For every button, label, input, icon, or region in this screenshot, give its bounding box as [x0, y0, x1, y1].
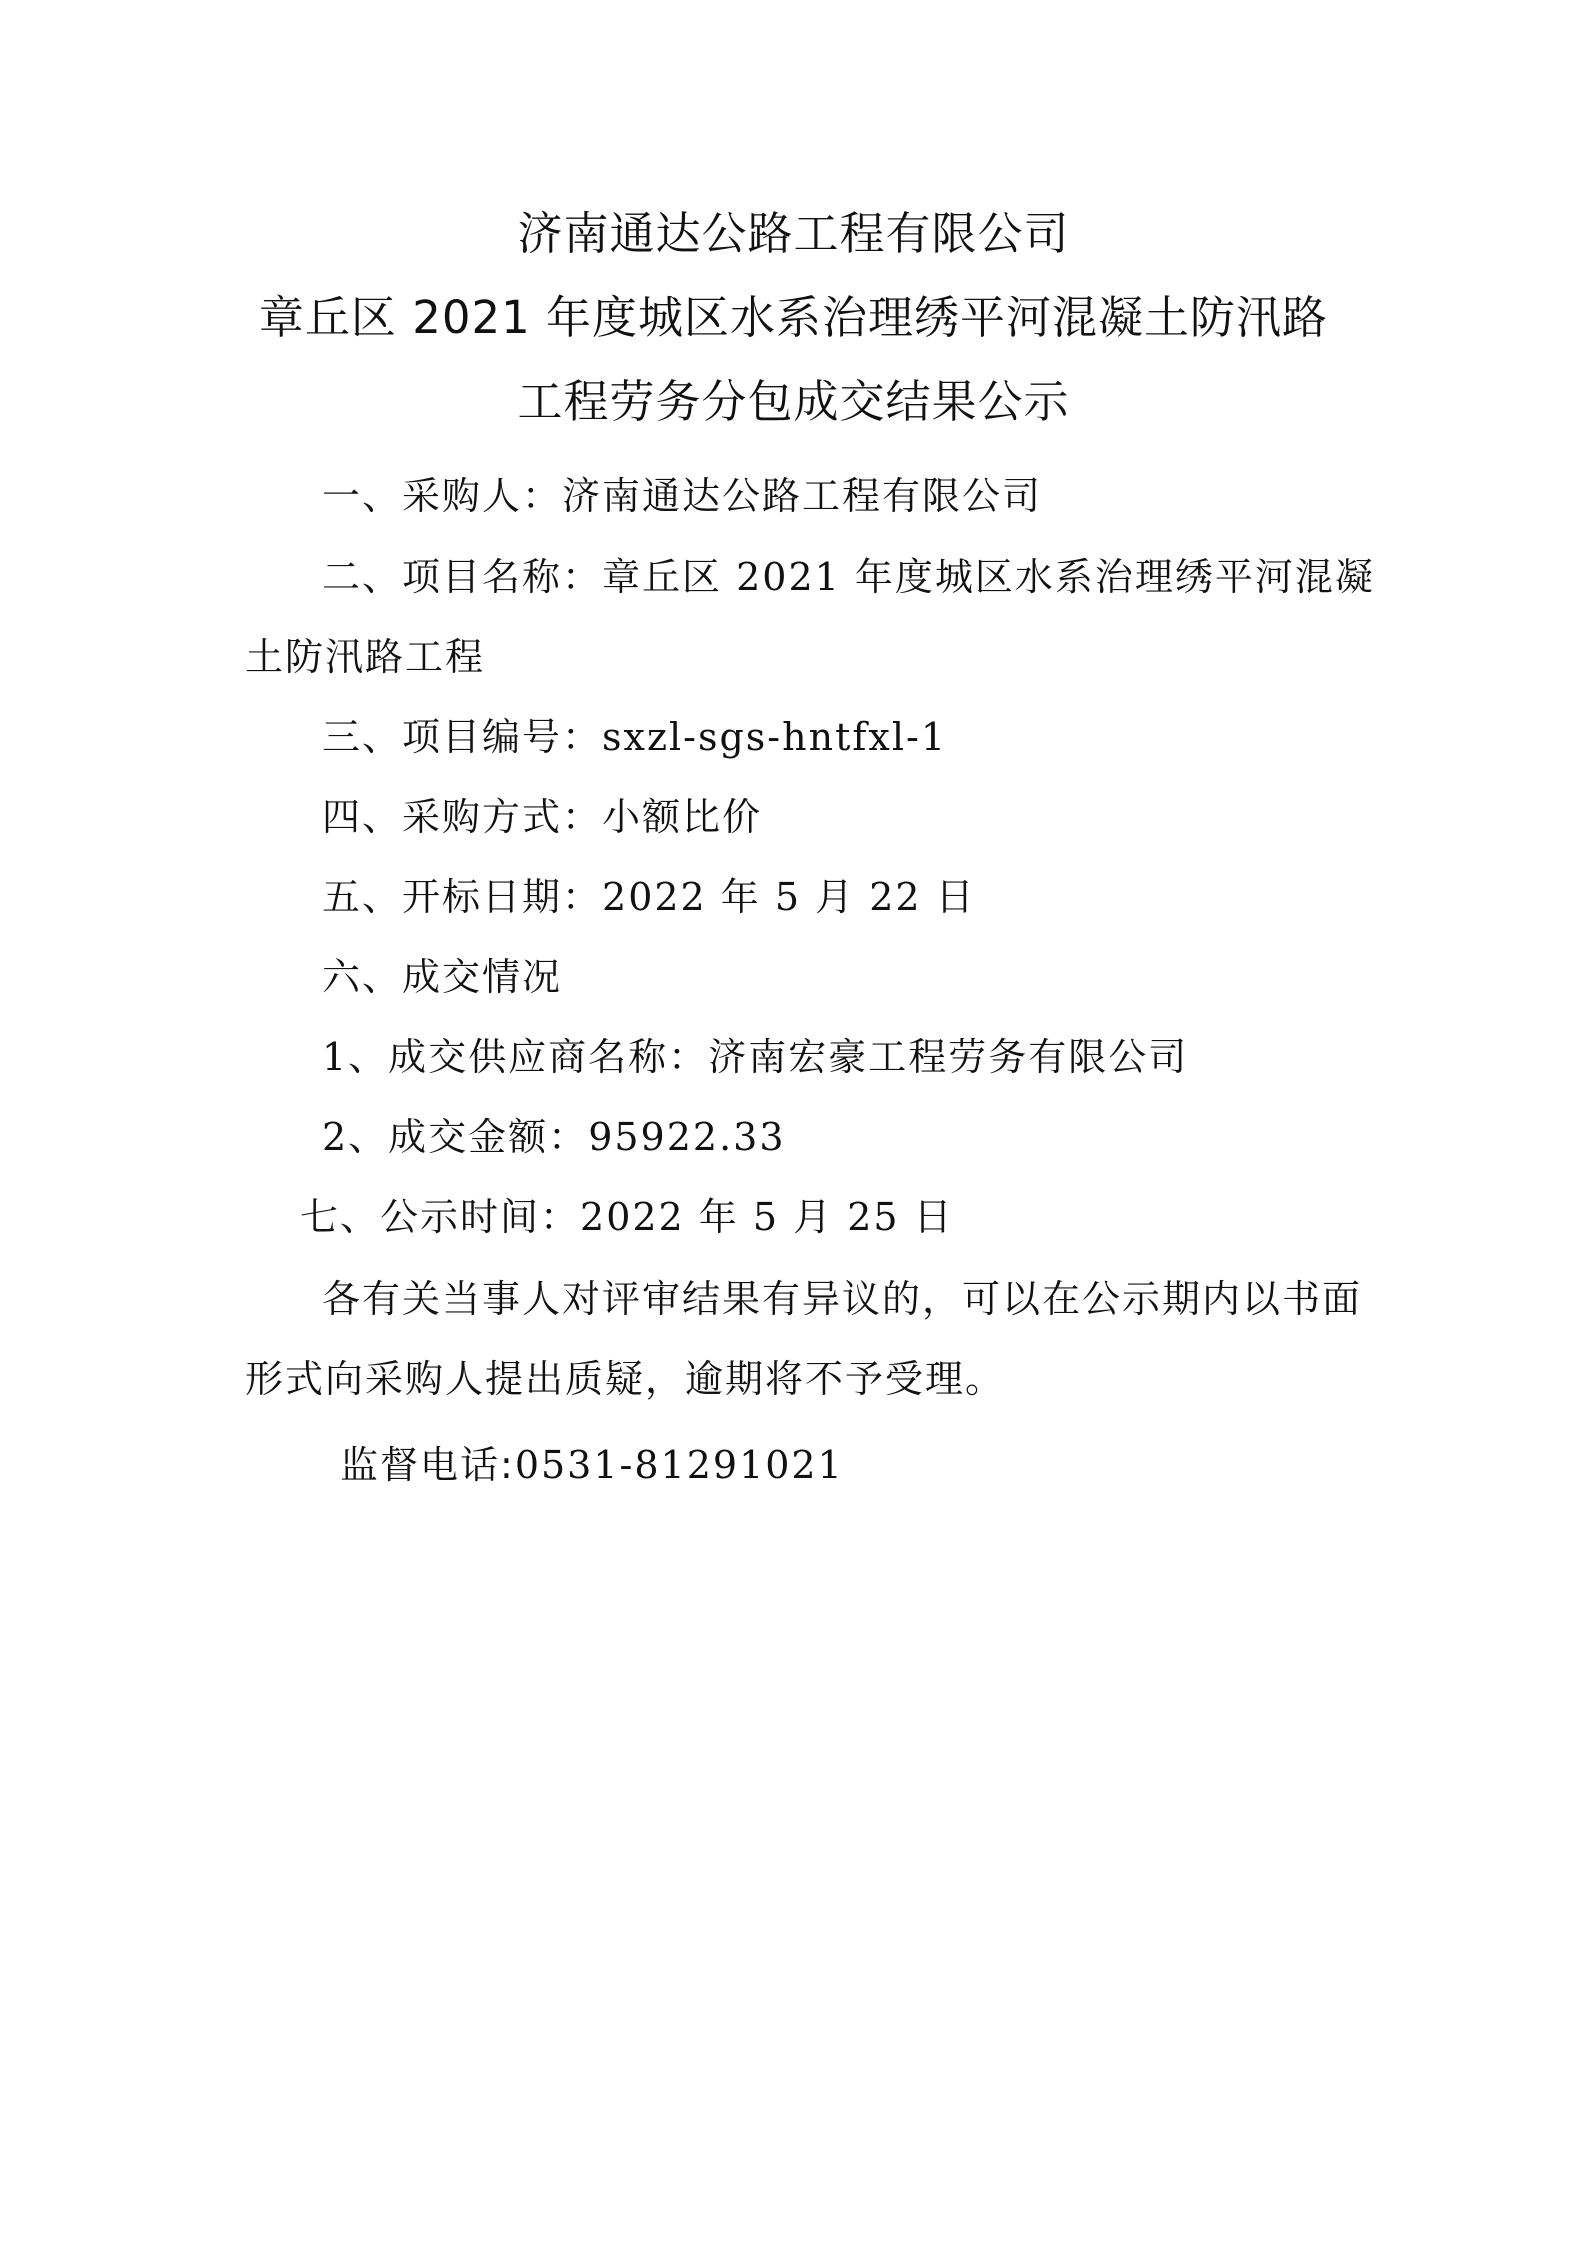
- objection-paragraph-line-1: 各有关当事人对评审结果有异议的，可以在公示期内以书面: [322, 1277, 1363, 1321]
- bid-opening-date-value: 2022 年 5 月 22 日: [602, 875, 976, 919]
- title-line-3: 工程劳务分包成交结果公示: [517, 375, 1070, 428]
- amount-label: 2、成交金额：: [322, 1115, 589, 1159]
- deal-status-label: 六、成交情况: [322, 955, 563, 999]
- supplier-label: 1、成交供应商名称：: [322, 1035, 709, 1079]
- project-number-value: sxzl-sgs-hntfxl-1: [602, 715, 948, 759]
- hotline-line: [340, 1441, 1440, 1489]
- bid-opening-date-line: [322, 873, 1422, 921]
- purchaser-value: 济南通达公路工程有限公司: [562, 474, 1043, 518]
- amount-value: 95922.33: [588, 1115, 786, 1159]
- amount-line: [322, 1113, 1422, 1161]
- project-name-value-part-1: 章丘区 2021 年度城区水系治理绣平河混凝: [602, 555, 1375, 599]
- notice-time-label: 七、公示时间：: [300, 1195, 581, 1239]
- project-name-label: 二、项目名称：: [322, 555, 603, 599]
- project-name-line: [322, 553, 1422, 601]
- procurement-method-value: 小额比价: [602, 795, 763, 839]
- project-number-label: 三、项目编号：: [322, 715, 603, 759]
- bid-opening-date-label: 五、开标日期：: [322, 875, 603, 919]
- supplier-line: [322, 1033, 1422, 1081]
- title-line-2: 章丘区 2021 年度城区水系治理绣平河混凝土防汛路: [258, 291, 1329, 344]
- deal-status-line: [322, 953, 1422, 1001]
- notice-time-line: [300, 1193, 1400, 1241]
- project-name-continuation: [245, 633, 1345, 681]
- purchaser-line: [322, 472, 1422, 520]
- purchaser-label: 一、采购人：: [322, 474, 563, 518]
- objection-paragraph-line-2: 形式向采购人提出质疑，逾期将不予受理。: [245, 1357, 1006, 1401]
- project-name-value-part-2: 土防汛路工程: [245, 635, 486, 679]
- procurement-method-label: 四、采购方式：: [322, 795, 603, 839]
- notice-time-value: 2022 年 5 月 25 日: [580, 1195, 954, 1239]
- supplier-value: 济南宏豪工程劳务有限公司: [708, 1035, 1189, 1079]
- title-line-1: 济南通达公路工程有限公司: [517, 207, 1070, 260]
- procurement-method-line: [322, 793, 1422, 841]
- project-number-line: [322, 713, 1422, 761]
- hotline-label: 监督电话:: [340, 1443, 515, 1487]
- hotline-value: 0531-81291021: [514, 1443, 844, 1487]
